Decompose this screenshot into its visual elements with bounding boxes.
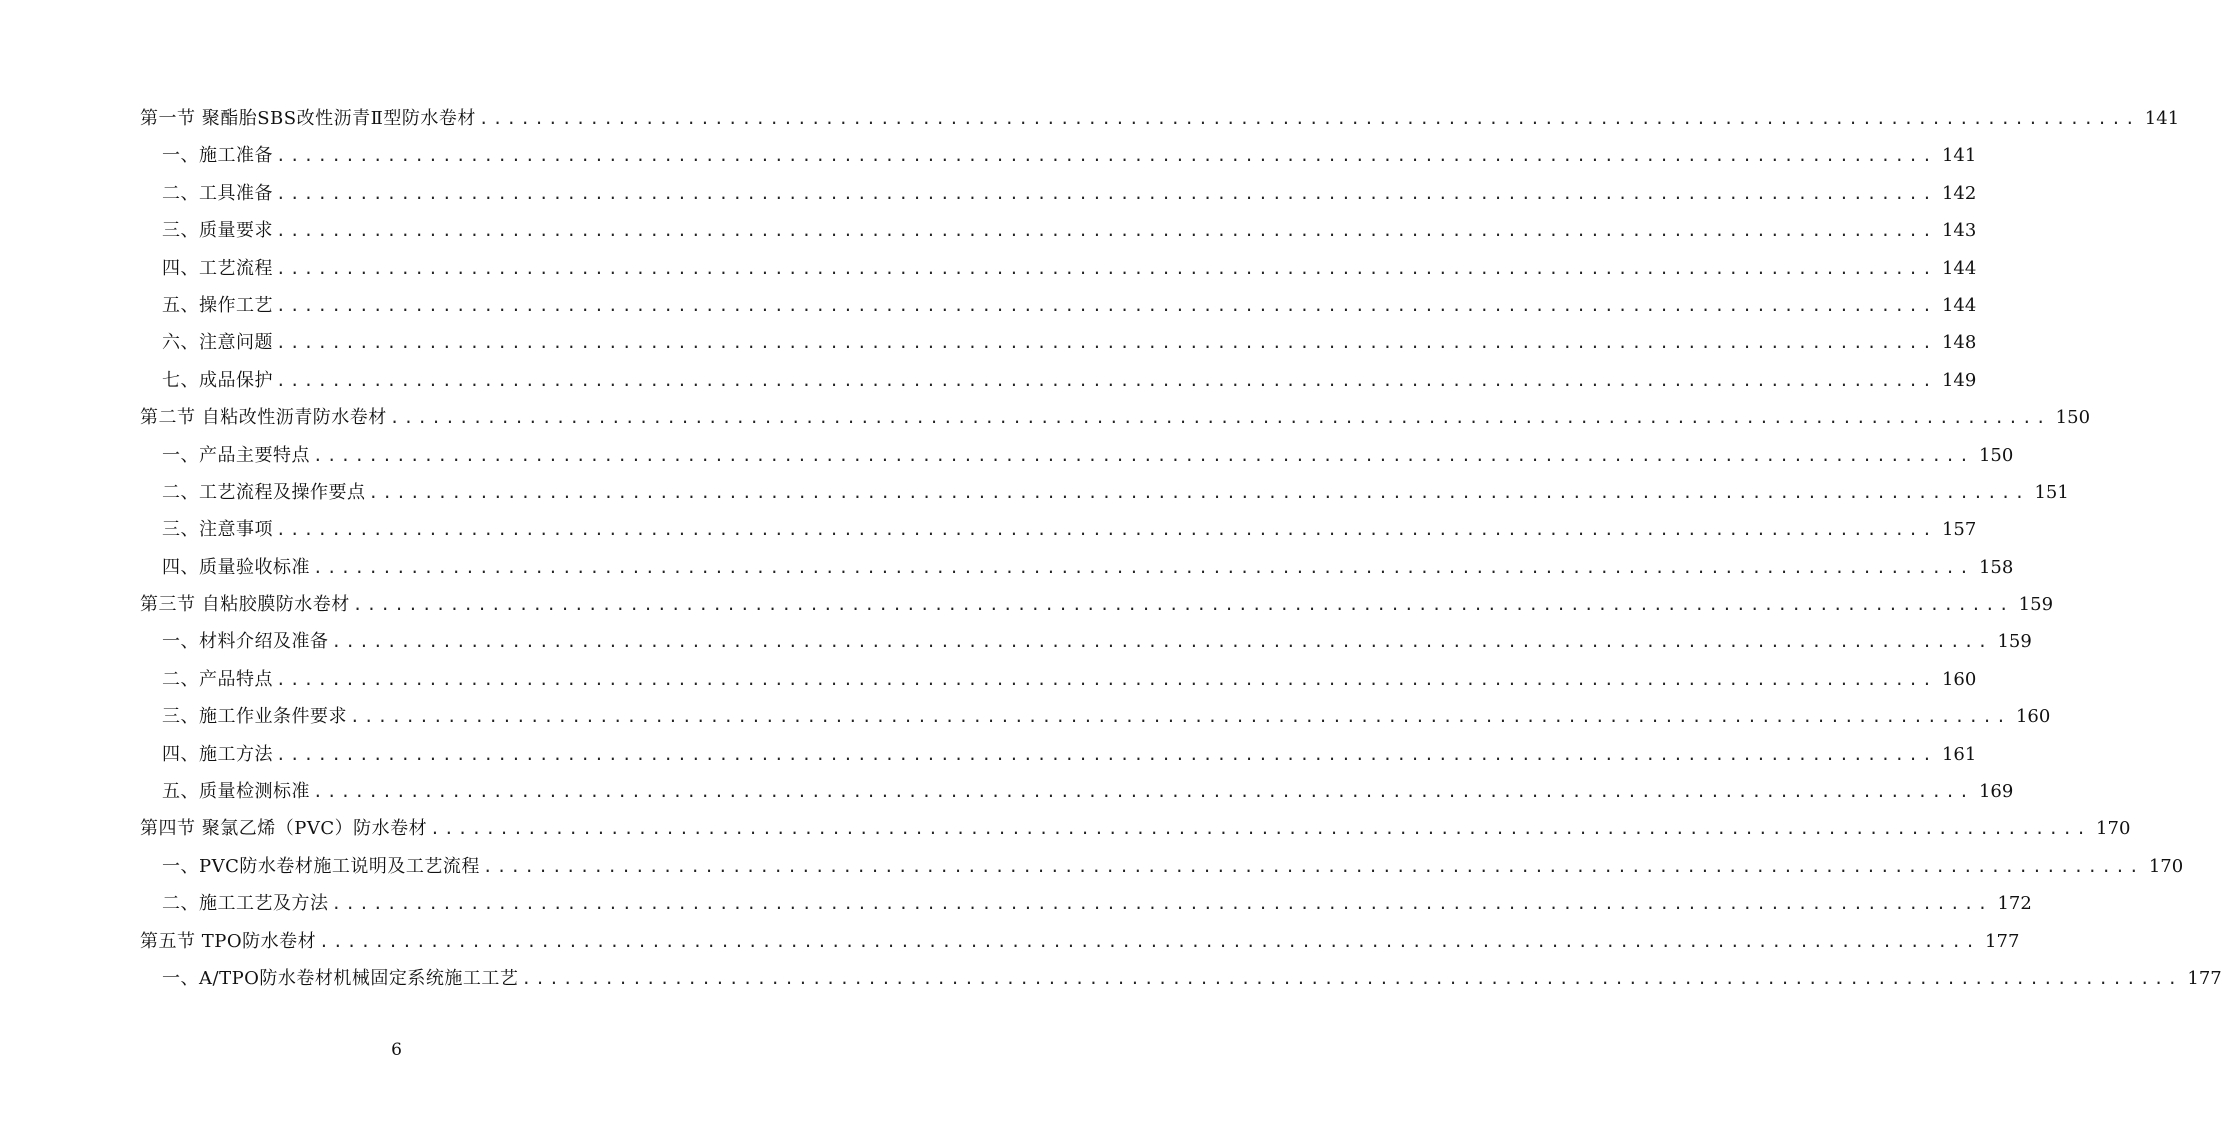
toc-entry-label: 一、材料介绍及准备: [162, 631, 329, 653]
toc-dot-leader: ........................................................................................................................: [276, 333, 1936, 353]
toc-section-row[interactable]: [0, 586, 2054, 623]
toc-entry-label: 一、产品主要特点: [162, 444, 310, 466]
toc-dot-leader: ........................................................................................................................: [478, 109, 2139, 128]
toc-entry-page: 170: [2148, 855, 2184, 877]
toc-subsection-row[interactable]: [0, 549, 2014, 586]
toc-entry-page: 141: [2144, 108, 2180, 129]
toc-entry-label: 三、施工作业条件要求: [162, 706, 347, 728]
toc-dot-leader: ........................................................................................................................: [350, 707, 2010, 727]
toc-entry-label: 五、操作工艺: [162, 294, 273, 316]
toc-entry-label: 二、产品特点: [162, 668, 273, 690]
toc-entry-page: 143: [1941, 220, 1977, 242]
toc-dot-leader: ........................................................................................................................: [276, 520, 1936, 540]
toc-entry-page: 158: [1978, 556, 2014, 578]
toc-subsection-row[interactable]: [0, 362, 1977, 399]
toc-section-row[interactable]: [0, 923, 2020, 960]
toc-dot-leader: ........................................................................................................................: [276, 221, 1936, 241]
toc-dot-leader: ........................................................................................................................: [276, 744, 1936, 764]
toc-entry-page: 177: [2187, 967, 2222, 989]
toc-subsection-row[interactable]: [0, 437, 2014, 474]
toc-entry-page: 144: [1941, 294, 1977, 316]
page-number: 6: [391, 1040, 402, 1060]
toc-dot-leader: ........................................................................................................................: [430, 819, 2091, 839]
toc-entry-label: 四、工艺流程: [162, 257, 273, 279]
toc-entry-label: 一、施工准备: [162, 145, 273, 167]
toc-dot-leader: ........................................................................................................................: [276, 146, 1936, 166]
toc-subsection-row[interactable]: [0, 287, 1977, 324]
toc-subsection-row[interactable]: [0, 736, 1977, 773]
toc-entry-label: 第一节 聚酯胎SBS改性沥青Ⅱ型防水卷材: [140, 108, 476, 129]
toc-subsection-row[interactable]: [0, 474, 2069, 511]
toc-entry-page: 172: [1997, 893, 2032, 915]
toc-dot-leader: ........................................................................................................................: [276, 669, 1936, 689]
toc-entry-page: 159: [2018, 594, 2054, 616]
toc-dot-leader: ........................................................................................................................: [352, 595, 2013, 615]
toc-entry-label: 第二节 自粘改性沥青防水卷材: [140, 407, 387, 429]
toc-entry-page: 157: [1941, 519, 1977, 541]
toc-subsection-row[interactable]: [0, 885, 2032, 922]
toc-entry-page: 144: [1941, 257, 1977, 279]
toc-dot-leader: ........................................................................................................................: [389, 408, 2050, 428]
table-of-contents: [0, 100, 2222, 997]
toc-entry-page: 142: [1941, 182, 1977, 204]
toc-dot-leader: ........................................................................................................................: [331, 632, 1992, 652]
toc-section-row[interactable]: [0, 810, 2131, 847]
toc-subsection-row[interactable]: [0, 661, 1977, 698]
toc-dot-leader: ........................................................................................................................: [276, 183, 1936, 203]
toc-entry-page: 149: [1941, 369, 1977, 391]
toc-dot-leader: ........................................................................................................................: [313, 782, 1973, 802]
toc-subsection-row[interactable]: [0, 511, 1977, 548]
toc-entry-label: 一、A/TPO防水卷材机械固定系统施工工艺: [162, 967, 519, 989]
toc-dot-leader: ........................................................................................................................: [276, 370, 1936, 390]
toc-subsection-row[interactable]: [0, 960, 2222, 997]
toc-subsection-row[interactable]: [0, 250, 1977, 287]
toc-subsection-row[interactable]: [0, 212, 1977, 249]
toc-entry-label: 第四节 聚氯乙烯（PVC）防水卷材: [140, 818, 428, 840]
toc-entry-label: 三、质量要求: [162, 220, 273, 242]
toc-entry-page: 160: [2015, 706, 2051, 728]
toc-subsection-row[interactable]: [0, 773, 2014, 810]
toc-dot-leader: ........................................................................................................................: [521, 968, 2182, 988]
toc-entry-label: 六、注意问题: [162, 332, 273, 354]
toc-entry-page: 177: [1985, 930, 2020, 952]
toc-entry-label: 一、PVC防水卷材施工说明及工艺流程: [162, 855, 480, 877]
toc-subsection-row[interactable]: [0, 175, 1977, 212]
toc-section-row[interactable]: [0, 399, 2091, 436]
toc-entry-page: 141: [1941, 145, 1977, 167]
toc-entry-page: 159: [1997, 631, 2032, 653]
toc-entry-label: 第三节 自粘胶膜防水卷材: [140, 594, 350, 616]
toc-dot-leader: ........................................................................................................................: [276, 258, 1936, 278]
toc-entry-page: 169: [1978, 781, 2014, 803]
toc-dot-leader: ........................................................................................................................: [482, 856, 2143, 876]
toc-dot-leader: ........................................................................................................................: [368, 482, 2029, 502]
toc-entry-label: 三、注意事项: [162, 519, 273, 541]
toc-entry-label: 二、工艺流程及操作要点: [162, 481, 366, 503]
toc-subsection-row[interactable]: [0, 324, 1977, 361]
toc-entry-label: 七、成品保护: [162, 369, 273, 391]
toc-entry-label: 四、施工方法: [162, 743, 273, 765]
toc-dot-leader: ........................................................................................................................: [313, 557, 1973, 577]
toc-subsection-row[interactable]: [0, 137, 1977, 174]
toc-subsection-row[interactable]: [0, 698, 2051, 735]
toc-dot-leader: ........................................................................................................................: [319, 931, 1980, 951]
toc-subsection-row[interactable]: [0, 848, 2184, 885]
toc-entry-page: 150: [2055, 407, 2091, 429]
toc-entry-page: 151: [2034, 481, 2069, 503]
toc-entry-page: 160: [1941, 668, 1977, 690]
toc-entry-label: 四、质量验收标准: [162, 556, 310, 578]
toc-entry-page: 148: [1941, 332, 1977, 354]
toc-entry-label: 二、工具准备: [162, 182, 273, 204]
toc-entry-label: 五、质量检测标准: [162, 781, 310, 803]
toc-entry-label: 第五节 TPO防水卷材: [140, 930, 317, 952]
toc-dot-leader: ........................................................................................................................: [331, 894, 1992, 914]
toc-dot-leader: ........................................................................................................................: [276, 295, 1936, 315]
toc-entry-label: 二、施工工艺及方法: [162, 893, 329, 915]
toc-entry-page: 150: [1978, 444, 2014, 466]
toc-entry-page: 161: [1941, 743, 1977, 765]
toc-entry-page: 170: [2096, 818, 2131, 840]
toc-section-row[interactable]: [0, 100, 2180, 137]
toc-subsection-row[interactable]: [0, 623, 2032, 660]
toc-dot-leader: ........................................................................................................................: [313, 445, 1973, 465]
